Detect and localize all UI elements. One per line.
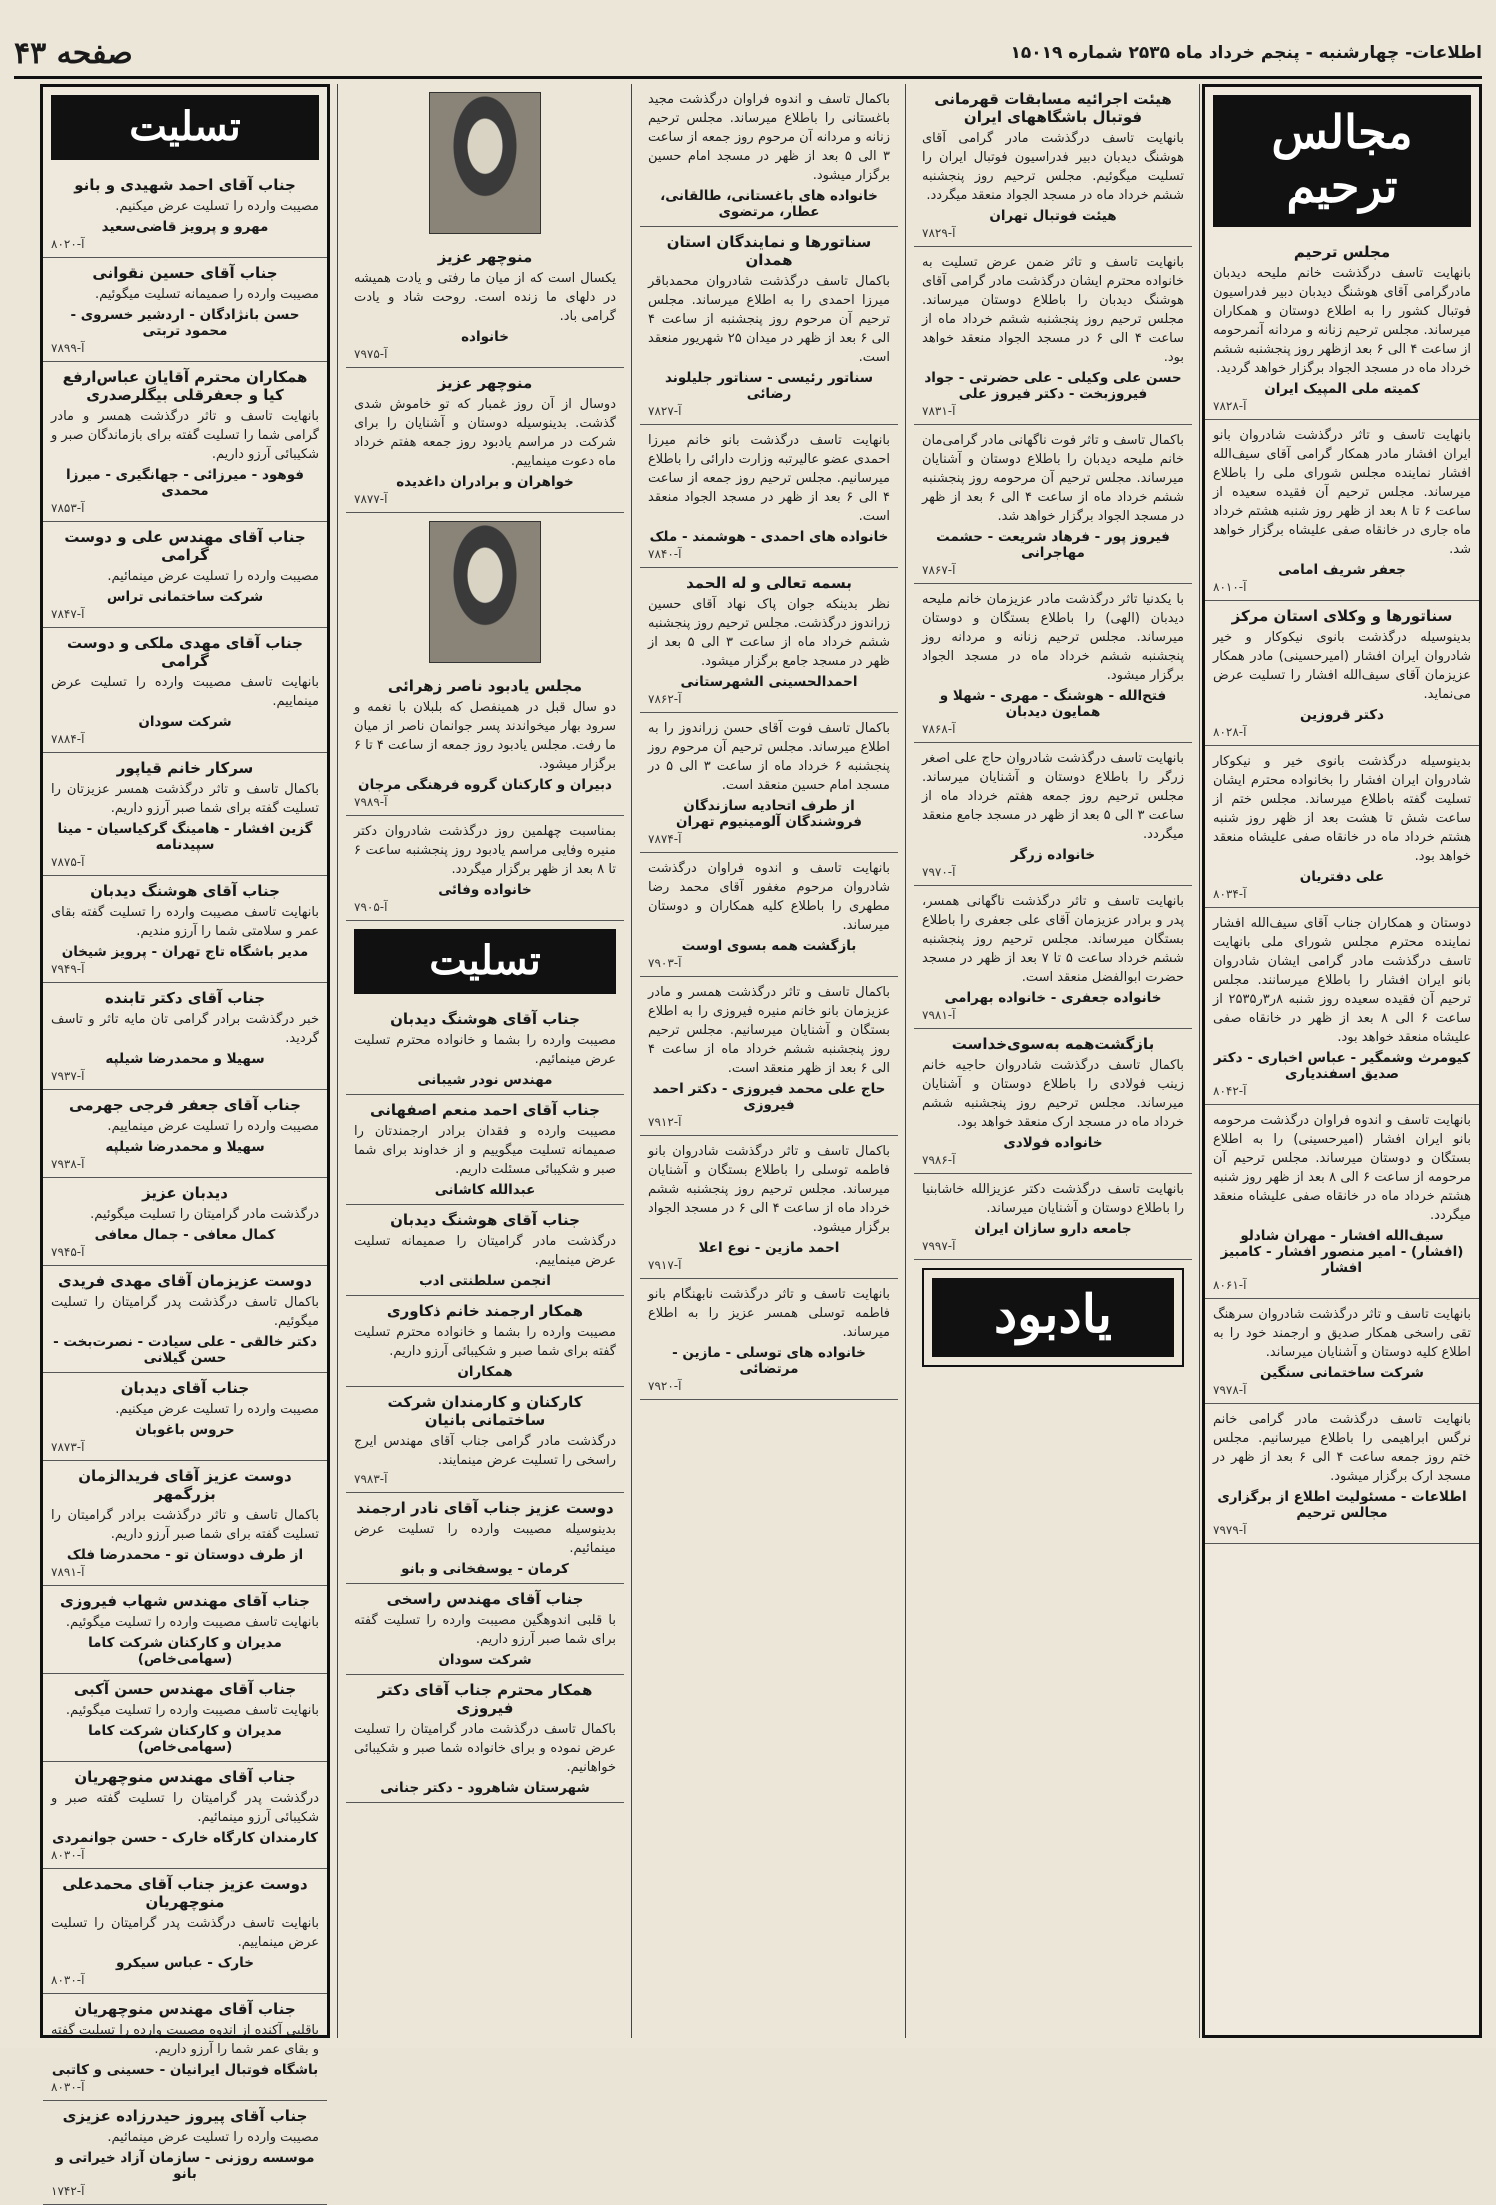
notice-title: دوست عزیز جناب آقای نادر ارجمند (356, 1499, 614, 1517)
notice-signature: خانواده های باغستانی، طالقانی، عطار، مرتضوی (660, 188, 878, 220)
obituary-notice (43, 876, 327, 983)
page-header (14, 30, 1482, 79)
obituary-notice (346, 1095, 624, 1205)
notice-title: کارکنان و کارمندان شرکت ساختمانی بانیان (387, 1393, 583, 1429)
notice-body: بانهایت تاسف و تاثر درگذشت نابهنگام بانو فاطمه توسلی همسر عزیز را به اطلاع میرساند. (648, 1287, 890, 1340)
notice-body: بانهایت تاسف درگذشت خانم ملیحه دیدبان مادرگرامی آقای هوشنگ دیدبان دبیر فدراسیون فوتبال کشور را به اطلاع دوستان و همکاران میرساند. مجلس ترحیم زنانه و مردانه آنمرحومه از ساعت ۴ الی ۶ بعد ازظهر روز پنجشنبه ششم خرداد ماه در مسجد الجواد برگزار خواهد گردید. (1213, 266, 1471, 376)
notice-body: مصیبت وارده را صمیمانه تسلیت میگوئیم. (94, 287, 319, 302)
notice-title: جناب آقای حسین نقوانی (92, 264, 278, 282)
obituary-notice (43, 362, 327, 522)
notice-title: جناب آقای مهندس راسخی (386, 1590, 584, 1608)
notice-title: جناب آقای هوشنگ دیدبان (90, 882, 280, 900)
notice-title: دوست عزیز جناب آقای محمدعلی منوچهریان (62, 1875, 308, 1911)
notices-list (346, 671, 624, 921)
obituary-notice (43, 1373, 327, 1461)
notice-code: ۷۸۷۵-آ (51, 855, 85, 869)
obituary-notice (346, 1584, 624, 1675)
section-title-yadbood: یادبود (932, 1278, 1174, 1357)
notice-signature: شرکت ساختمانی تراس (106, 589, 264, 605)
notice-code: ۷۹۸۹-آ (354, 795, 388, 809)
column-divider (1199, 84, 1200, 2038)
notice-body: باکمال تاسف درگذشت شادروان محمدباقر میرزا احمدی را به اطلاع میرساند. مجلس ترحیم آن مرحوم روز پنجشنبه از ساعت ۴ الی ۶ بعد از ظهر در میدان ۲۵ شهریور منعقد است. (648, 274, 890, 365)
obituary-notice (43, 753, 327, 876)
column-divider (631, 84, 632, 2038)
notices-list (1205, 237, 1479, 1544)
obituary-notice (346, 368, 624, 513)
obituary-notice (1205, 908, 1479, 1105)
notice-code: ۷۹۸۳-آ (354, 1472, 388, 1486)
notice-body: درگذشت پدر گرامیتان را تسلیت گفته صبر و شکیبائی آرزو مینمائیم. (51, 1791, 319, 1825)
notice-signature: شرکت سودان (138, 714, 232, 730)
obituary-notice (914, 425, 1192, 584)
column-majales (1202, 84, 1482, 2038)
obituary-notice (640, 425, 898, 568)
notice-code: ۸۰۳۰-آ (51, 1973, 85, 1987)
notice-signature: خانواده (461, 329, 509, 345)
notice-title: دیدبان عزیز (142, 1184, 228, 1202)
notice-title: جناب آقای مهدی ملکی و دوست گرامی (67, 634, 303, 670)
notice-signature: شرکت ساختمانی سنگین (1260, 1365, 1424, 1381)
notice-title: سناتورها و نمایندگان استان همدان (666, 233, 872, 269)
notice-signature: شرکت سودان (438, 1652, 532, 1668)
notices-list (346, 242, 624, 513)
notice-title: جناب آقای دیدبان (120, 1379, 250, 1397)
obituary-notice (640, 84, 898, 227)
notice-body: بانهایت تاسف درگذشت دکتر عزیزالله خاشابنیا را باطلاع دوستان و آشنایان میرساند. (922, 1182, 1184, 1216)
notice-body: بانهایت تاسف مصیبت وارده را تسلیت میگوئیم. (65, 1615, 319, 1630)
notice-signature: مدیر باشگاه تاج تهران - پرویز شیخان (61, 944, 309, 960)
notice-code: ۷۸۷۴-آ (648, 832, 682, 846)
notice-body: باکمال تاسف و اندوه فراوان درگذشت مجید باغستانی را باطلاع میرساند. مجلس ترحیم زنانه و مردانه آن مرحوم روز جمعه از ساعت ۳ الی ۵ بعد از ظهر در مسجد امام حسین برگزار میشود. (648, 92, 890, 183)
notice-signature: خانواده وفائی (438, 882, 532, 898)
obituary-notice (1205, 1105, 1479, 1299)
notice-body: باکمال تاسف و تاثر درگذشت برادر گرامیتان را تسلیت گفته برای شما صبر آرزو داریم. (51, 1508, 319, 1542)
notice-title: جناب آقای مهندس علی و دوست گرامی (64, 528, 306, 564)
notice-code: ۷۸۹۹-آ (51, 341, 85, 355)
notices-list (43, 170, 327, 2205)
header-info: اطلاعات- چهارشنبه - پنجم خرداد ماه ۲۵۳۵ شماره ۱۵۰۱۹ (1010, 43, 1482, 63)
notice-code: ۸۰۳۰-آ (51, 1848, 85, 1862)
notice-body: بانهایت تاسف و تاثر درگذشت شادروان سرهنگ تقی راسخی همکار صدیق و ارجمند خود را به اطلاع کلیه دوستان و آشنایان میرساند. (1213, 1307, 1471, 1360)
notice-body: بانهایت تاسف درگذشت مادر گرامی خانم نرگس ابراهیمی را باطلاع میرسانیم. مجلس ختم روز جمعه ساعت ۴ الی ۶ بعد از ظهر در مسجد ارک برگزار میشود. (1213, 1412, 1471, 1484)
notice-signature: فتح‌الله - هوشنگ - مهری - شهلا و همایون دیدبان (939, 688, 1167, 720)
notice-body: باکمال تاسف درگذشت مادر گرامیتان را تسلیت عرض نموده و برای خانواده شما صبر و شکیبائی خواهانیم. (354, 1722, 616, 1775)
notice-signature: حسن علی وکیلی - علی حضرتی - جواد فیروزبخت - دکتر فیروز علی (924, 370, 1182, 402)
obituary-notice (640, 853, 898, 977)
notice-title: همکار ارجمند خانم ذکاوری (386, 1302, 584, 1320)
obituary-notice (346, 671, 624, 816)
notice-title: جناب آقای مهندس منوچهریان (74, 2000, 296, 2018)
notice-signature: شهرستان شاهرود - دکتر جنانی (380, 1780, 590, 1796)
notice-body: باکمال تاسف فوت آقای حسن زراندوز را به اطلاع میرساند. مجلس ترحیم آن مرحوم روز پنجشنبه ۶ خرداد ماه از ساعت ۳ الی ۵ در مسجد امام حسین منعقد است. (648, 721, 890, 793)
column-taslit (40, 84, 330, 2198)
notice-signature: عبدالله کاشانی (434, 1182, 536, 1198)
obituary-notice (43, 1178, 327, 1266)
notice-title: هیئت اجرائیه مسابقات قهرمانی فوتبال باشگاههای ایران (934, 90, 1172, 126)
notice-signature: دکتر قروزین (1299, 707, 1384, 723)
notice-code: ۷۸۳۱-آ (922, 404, 956, 418)
obituary-notice (640, 1136, 898, 1279)
notice-signature: خانواده های احمدی - هوشمند - ملک (649, 529, 889, 545)
notice-signature: اطلاعات - مسئولیت اطلاع از برگزاری مجالس ترحیم (1217, 1489, 1467, 1521)
notice-title: جناب آقای هوشنگ دیدبان (390, 1211, 580, 1229)
obituary-notice (346, 816, 624, 921)
obituary-notice (1205, 237, 1479, 420)
notice-signature: بازگشت همه بسوی اوست (681, 938, 857, 954)
notice-code: ۷۹۳۷-آ (51, 1069, 85, 1083)
notice-signature: سهیلا و محمدرضا شیلپه (105, 1051, 265, 1067)
obituary-notice (43, 1090, 327, 1178)
obituary-notice (914, 1029, 1192, 1174)
obituary-notice (914, 886, 1192, 1029)
notice-signature: خارک - عباس سیکرو (116, 1955, 254, 1971)
notice-title: بازگشت‌همه به‌سوی‌خداست (951, 1035, 1155, 1053)
notice-code: ۷۸۲۹-آ (922, 226, 956, 240)
notice-signature: دکتر خالقی - علی سیادت - نصرت‌بخت - حسن گیلانی (53, 1334, 317, 1366)
notice-signature: کرمان - یوسفخانی و بانو (401, 1561, 569, 1577)
notice-code: ۸۰۱۰-آ (1213, 580, 1247, 594)
notice-title: همکار محترم جناب آقای دکتر فیروزی (377, 1681, 593, 1717)
notice-body: باکمال تاسف درگذشت شادروان حاجیه خانم زینب فولادی را باطلاع دوستان و آشنایان میرساند. مجلس ترحیم روز پنجشنبه ششم خرداد ماه در مسجد ارک منعقد خواهد بود. (922, 1058, 1184, 1130)
obituary-notice (914, 743, 1192, 886)
notice-code: ۷۹۹۷-آ (922, 1239, 956, 1253)
notice-body: بدینوسیله درگذشت بانوی نیکوکار و خیر شادروان ایران افشار (امیرحسینی) مادر همکار عزیزمان آقای سیف‌الله افشار را تسلیت عرض می‌نماید. (1213, 630, 1471, 702)
notice-signature: حسن بانژادگان - اردشیر خسروی - محمود تربتی (70, 307, 300, 339)
obituary-notice (914, 247, 1192, 425)
notice-signature: کمیته ملی المپیک ایران (1264, 381, 1420, 397)
column-divider (905, 84, 906, 2038)
notice-signature: خانواده فولادی (1003, 1135, 1103, 1151)
notice-body: دوستان و همکاران جناب آقای سیف‌الله افشار نماینده محترم مجلس شورای ملی بانهایت تاسف درگذشت مادر گرامی ایشان شادروان بانو ایران افشار را باطلاع میرسانند. مجلس ترحیم آن فقیده سعیده روز شنبه ۸ر۳ر۲۵۳۵ از ساعت ۶ الی ۸ بعد از ظهر در خانقاه صفی علیشاه منعقد خواهد بود. (1213, 916, 1471, 1045)
notice-code: ۷۹۸۶-آ (922, 1153, 956, 1167)
notice-title: سرکار خانم قیاپور (116, 759, 254, 777)
notice-signature: باشگاه فوتبال ایرانیان - حسینی و کاتبی (51, 2062, 319, 2078)
notice-body: بانهایت تاسف و تاثر درگذشت شادروان بانو ایران افشار مادر همکار گرامی آقای سیف‌الله افشار نماینده مجلس شورای ملی را باطلاع میرساند. مجلس ترحیم آن فقیده سعیده از ساعت ۶ تا ۸ بعد از ظهر روز شنبه هشتم خرداد ماه جاری در خانقاه صفی علیشاه برگزار خواهد شد. (1213, 428, 1471, 557)
obituary-notice (43, 522, 327, 628)
obituary-notice (43, 1869, 327, 1994)
notice-code: ۷۹۷۰-آ (922, 865, 956, 879)
obituary-notice (1205, 746, 1479, 908)
column-divider (337, 84, 338, 2038)
notice-body: مصیبت وارده را تسلیت عرض مینماییم. (107, 1119, 319, 1134)
portrait-photo-1 (429, 92, 541, 234)
notice-body: باکمال تاسف درگذشت پدر گرامیتان را تسلیت میگوئیم. (51, 1295, 319, 1329)
notices-list (640, 84, 898, 1400)
notice-code: ۷۹۰۵-آ (354, 900, 388, 914)
notice-code: ۷۹۷۹-آ (1213, 1523, 1247, 1537)
notice-signature: مدیران و کارکنان شرکت کاما (سهامی‌خاص) (88, 1635, 282, 1667)
notice-signature: احمدالحسینی الشهرستانی (680, 674, 858, 690)
obituary-notice (43, 258, 327, 362)
notice-code: ۷۸۲۷-آ (648, 404, 682, 418)
obituary-notice (640, 568, 898, 713)
obituary-notice (43, 170, 327, 258)
notice-signature: انجمن سلطنتی ادب (419, 1273, 551, 1289)
notice-body: بانهایت تاسف و اندوه فراوان درگذشت شادروان مرحوم مغفور آقای محمد رضا مطهری را باطلاع کلیه همکاران و دوستان میرساند. (648, 861, 890, 933)
obituary-notice (914, 1174, 1192, 1260)
notice-signature: خواهران و برادران داغدیده (396, 474, 574, 490)
obituary-notice (43, 1674, 327, 1762)
obituary-notice (346, 1387, 624, 1493)
obituary-notice (1205, 601, 1479, 746)
notice-body: بدینوسیله درگذشت بانوی خیر و نیکوکار شادروان ایران افشار را بخانواده محترم ایشان تسلیت گفته باطلاع میرساند. مجلس ختم از ساعت شش تا هشت بعد از ظهر روز شنبه هشتم خرداد ماه در خانقاه صفی علیشاه منعقد خواهد بود. (1213, 754, 1471, 864)
obituary-notice (640, 227, 898, 425)
notice-code: ۷۸۷۷-آ (354, 492, 388, 506)
notice-signature: مهرو و پرویز قاضی‌سعید (101, 219, 269, 235)
notice-signature: احمد مازین - نوع اعلا (698, 1240, 840, 1256)
obituary-notice (346, 242, 624, 368)
notice-code: ۸۰۳۴-آ (1213, 887, 1247, 901)
notice-title: جناب آقای جعفر فرجی جهرمی (69, 1096, 301, 1114)
notice-signature: فوهود - میرزائی - جهانگیری - میرزا محمدی (65, 467, 305, 499)
notice-code: ۷۸۲۸-آ (1213, 399, 1247, 413)
notice-code: ۷۸۴۷-آ (51, 607, 85, 621)
obituary-notice (346, 1296, 624, 1387)
notice-signature: موسسه روزنی - سازمان آزاد خیراتی و بانو (55, 2150, 315, 2182)
obituary-notice (43, 1762, 327, 1869)
notice-signature: علی دفتریان (1299, 869, 1385, 885)
notice-body: خبر درگذشت برادر گرامی تان مایه تاثر و تاسف گردید. (51, 1012, 319, 1046)
notice-body: مصیبت وارده را تسلیت عرض میکنیم. (115, 199, 319, 214)
obituary-notice (346, 1675, 624, 1803)
notice-title: جناب آقای پیروز حیدرزاده عزیزی (62, 2107, 308, 2125)
notice-code: ۸۰۴۲-آ (1213, 1084, 1247, 1098)
notice-code: ۸۰۲۰-آ (51, 237, 85, 251)
notice-signature: همکاران (457, 1364, 513, 1380)
notice-code: ۷۹۱۲-آ (648, 1115, 682, 1129)
notice-body: بدینوسیله مصیبت وارده را تسلیت عرض مینمائیم. (354, 1522, 616, 1556)
notice-title: جناب آقای مهندس منوچهریان (74, 1768, 296, 1786)
obituary-notice (43, 1586, 327, 1674)
notice-signature: کیومرث وشمگیر - عباس اخباری - دکتر صدیق اسفندیاری (1213, 1050, 1471, 1082)
notice-signature: هیئت فوتبال تهران (989, 208, 1117, 224)
notice-body: درگذشت مادر گرامی جناب آقای مهندس ایرج راسخی را تسلیت عرض مینمایند. (354, 1434, 616, 1468)
notice-signature: حروس باغوبان (135, 1422, 235, 1438)
notice-body: بانهایت تاسف مصیبت وارده را تسلیت عرض مینماییم. (51, 675, 319, 709)
notice-code: ۷۸۶۲-آ (648, 692, 682, 706)
notice-code: ۷۹۸۱-آ (922, 1008, 956, 1022)
notice-code: ۷۸۶۸-آ (922, 722, 956, 736)
obituary-notice (1205, 1404, 1479, 1544)
notice-code: ۷۸۹۱-آ (51, 1565, 85, 1579)
notice-body: بانهایت تاسف و تاثر درگذشت همسر و مادر گرامی شما را تسلیت گفته برای بازماندگان صبر و شکیبائی آرزو داریم. (51, 409, 319, 462)
notice-signature: مهندس نودر شیبانی (417, 1072, 553, 1088)
notice-title: منوچهر عزیز (437, 248, 533, 266)
notice-code: ۱۷۴۲-آ (51, 2184, 85, 2198)
notice-body: مصیبت وارده را تسلیت عرض مینمائیم. (107, 569, 319, 584)
notice-title: جناب آقای دکتر تابنده (104, 989, 266, 1007)
notice-title: جناب آقای احمد شهیدی و بانو (74, 176, 296, 194)
notice-title: منوچهر عزیز (437, 374, 533, 392)
section-title-taslit: تسلیت (51, 95, 319, 160)
notice-body: بانهایت تاسف مصیبت وارده را تسلیت میگوئیم. (65, 1703, 319, 1718)
notice-code: ۷۹۱۷-آ (648, 1258, 682, 1272)
notice-body: مصیبت وارده را بشما و خانواده محترم تسلیت عرض مینمائیم. (354, 1033, 616, 1067)
obituary-notice (640, 713, 898, 853)
notice-signature: حاج علی محمد فیروزی - دکتر احمد فیروزی (652, 1081, 886, 1113)
notice-signature: خانواده جعفری - خانواده بهرامی (944, 990, 1162, 1006)
obituary-notice (43, 628, 327, 753)
notice-signature: جعفر شریف امامی (1278, 562, 1406, 578)
notice-body: درگذشت مادر گرامیتان را تسلیت میگوئیم. (90, 1207, 319, 1222)
column-2 (914, 84, 1192, 2038)
notice-code: ۷۸۴۰-آ (648, 547, 682, 561)
obituary-notice (640, 977, 898, 1136)
notice-body: مصیبت وارده را تسلیت عرض میکنیم. (115, 1402, 319, 1417)
notice-code: ۷۸۷۳-آ (51, 1440, 85, 1454)
notice-signature: گزین افشار - هامینگ گرکیاسیان - مینا سپیدنامه (57, 821, 313, 853)
section-title-majales: مجالس ترحیم (1213, 95, 1471, 227)
notice-signature: سیف‌الله افشار - مهران شادلو (افشار) - امیر منصور افشار - کامبیز افشار (1220, 1228, 1464, 1276)
notice-code: ۸۰۲۸-آ (1213, 725, 1247, 739)
notice-signature: کمال معافی - جمال معافی (94, 1227, 276, 1243)
notice-title: جناب آقای هوشنگ دیدبان (390, 1010, 580, 1028)
notice-body: بانهایت تاسف درگذشت بانو خانم میرزا احمدی عضو عالیرتبه وزارت دارائی را باطلاع میرسانیم. مجلس ترحیم روز جمعه از ساعت ۴ الی ۶ بعد از ظهر در مسجد الجواد منعقد است. (648, 433, 890, 524)
notice-signature: دبیران و کارکنان گروه فرهنگی مرجان (358, 777, 612, 793)
notice-signature: از طرف دوستان تو - محمدرضا فلک (66, 1547, 304, 1563)
obituary-notice (43, 2101, 327, 2205)
notice-body: باقلبی آکنده از اندوه مصیبت وارده را تسلیت گفته و بقای عمر شما را آرزو داریم. (51, 2023, 319, 2057)
column-4 (346, 84, 624, 2038)
notice-code: ۷۹۳۸-آ (51, 1157, 85, 1171)
notice-body: دو سال قبل در همینفصل که بلبلان با نغمه و سرود بهار میخواندند پسر جوانمان ناصر از میان ما رفت. مجلس یادبود روز جمعه از ساعت ۴ تا ۶ برگزار میشود. (354, 700, 616, 772)
obituary-notice (640, 1279, 898, 1400)
section-title-taslit-2: تسلیت (354, 929, 616, 994)
notice-code: ۷۹۷۵-آ (354, 347, 388, 361)
notice-signature: کارمندان کارگاه خارک - حسن جوانمردی (52, 1830, 318, 1846)
obituary-notice (914, 84, 1192, 247)
notice-body: یکسال است که از میان ما رفتی و یادت همیشه در دلهای ما زنده است. روحت شاد و یادت گرامی باد. (354, 271, 616, 324)
notice-code: ۷۹۲۰-آ (648, 1379, 682, 1393)
portrait-photo-2 (429, 521, 541, 663)
notice-title: دوست عزیزمان آقای مهدی فریدی (58, 1272, 312, 1290)
notice-body: بانهایت تاسف و تاثر درگذشت ناگهانی همسر، پدر و برادر عزیزمان آقای علی جعفری را باطلاع بستگان میرساند. مجلس ترحیم روز پنجشنبه ششم خرداد ساعت ۵ تا ۷ بعد از ظهر در مسجد حضرت ابوالفضل منعقد است. (922, 894, 1184, 985)
notice-body: بانهایت تاسف درگذشت مادر گرامی آقای هوشنگ دیدبان دبیر فدراسیون فوتبال ایران را تسلیت میگوئیم. مجلس ترحیم روز پنجشنبه ششم خرداد ماه در مسجد الجواد منعقد میگردد. (922, 131, 1184, 203)
notice-body: باکمال تاسف و تاثر فوت ناگهانی مادر گرامی‌مان خانم ملیحه دیدبان را باطلاع دوستان و آشنایان میرساند. مجلس ترحیم آن مرحومه روز پنجشنبه ششم خرداد ماه از ساعت ۴ الی ۶ بعد از ظهر در مسجد الجواد برگزار خواهد شد. (922, 433, 1184, 524)
notice-signature: خانواده زرگر (1010, 847, 1096, 863)
notice-body: بانهایت تاسف درگذشت پدر گرامیتان را تسلیت عرض مینماییم. (51, 1916, 319, 1950)
notice-body: باکمال تاسف و تاثر درگذشت همسر و مادر عزیزمان بانو خانم منیره فیروزی را به اطلاع بستگان و آشنایان میرسانیم. مجلس ترحیم روز پنجشنبه ششم خرداد ماه از ساعت ۴ الی ۶ بعد از ظهر منعقد است. (648, 985, 890, 1076)
notice-signature: جامعه دارو سازان ایران (974, 1221, 1132, 1237)
notice-title: جناب آقای مهندس شهاب فیروزی (60, 1592, 310, 1610)
notice-signature: از طرف اتحادیه سازندگان فروشندگان آلومینیوم تهران (676, 798, 862, 830)
obituary-notice (43, 1461, 327, 1586)
notice-signature: سهیلا و محمدرضا شیلپه (105, 1139, 265, 1155)
notice-code: ۸۰۶۱-آ (1213, 1278, 1247, 1292)
column-3 (640, 84, 898, 2038)
obituary-notice (346, 1205, 624, 1296)
obituary-notice (43, 1994, 327, 2101)
notice-signature: خانواده های توسلی - مازین - مرتضائی (672, 1345, 866, 1377)
notice-title: سناتورها و وکلای استان مرکز (1231, 607, 1453, 625)
notice-title: جناب آقای احمد منعم اصفهانی (370, 1101, 600, 1119)
notice-body: درگذشت مادر گرامیتان را صمیمانه تسلیت عرض مینماییم. (354, 1234, 616, 1268)
notice-body: مصیبت وارده و فقدان برادر ارجمندتان را صمیمانه تسلیت میگوییم و از خداوند برای شما صبر و شکیبائی مسئلت داریم. (354, 1124, 616, 1177)
notices-list (346, 1004, 624, 1803)
notice-body: بانهایت تاسف و تاثر ضمن عرض تسلیت به خانواده محترم ایشان درگذشت مادر گرامی آقای هوشنگ دیدبان را باطلاع دوستان میرساند. مجلس ترحیم روز پنجشنبه ششم خرداد ماه از ساعت ۴ الی ۶ در مسجد الجواد منعقد خواهد بود. (922, 255, 1184, 365)
yadbood-box (922, 1268, 1184, 1367)
obituary-notice (1205, 420, 1479, 601)
notice-code: ۷۸۶۷-آ (922, 563, 956, 577)
notice-code: ۷۹۰۳-آ (648, 956, 682, 970)
obituary-notice (43, 983, 327, 1090)
obituary-notice (346, 1004, 624, 1095)
notice-body: مصیبت وارده را بشما و خانواده محترم تسلیت گفته برای شما صبر و شکیبائی آرزو داریم. (354, 1325, 616, 1359)
notice-body: بمناسبت چهلمین روز درگذشت شادروان دکتر منیره وفایی مراسم یادبود روز پنجشنبه ساعت ۶ تا ۸ بعد از ظهر برگزار میگردد. (354, 824, 616, 877)
notice-code: ۸۰۳۰-آ (51, 2080, 85, 2094)
notice-body: بانهایت تاسف مصیبت وارده را تسلیت گفته بقای عمر و سلامتی شما را آرزو مندیم. (51, 905, 319, 939)
notice-title: دوست عزیز آقای فریدالزمان بزرگمهر (78, 1467, 292, 1503)
notice-code: ۷۸۸۴-آ (51, 732, 85, 746)
notices-list (914, 84, 1192, 1260)
page-number: صفحه ۴۳ (14, 35, 133, 71)
notice-body: با یکدنیا تاثر درگذشت مادر عزیزمان خانم ملیحه دیدبان (الهی) را باطلاع بستگان و دوستان میرساند. مجلس ترحیم زنانه و مردانه روز پنجشنبه ششم خرداد ماه در مسجد الجواد برگزار میشود. (922, 592, 1184, 683)
notice-signature: مدیران و کارکنان شرکت کاما (سهامی‌خاص) (88, 1723, 282, 1755)
obituary-notice (914, 584, 1192, 743)
notice-signature: سناتور رئیسی - سناتور جلیلوند رضائی (664, 370, 874, 402)
notice-code: ۷۹۴۹-آ (51, 962, 85, 976)
notice-body: بانهایت تاسف درگذشت شادروان حاج علی اصغر زرگر را باطلاع دوستان و آشنایان میرساند. مجلس ترحیم روز جمعه هفتم خرداد ماه از ساعت ۳ الی ۵ بعد از ظهر در مسجد جامع منعقد میگردد. (922, 751, 1184, 842)
notice-code: ۷۹۷۸-آ (1213, 1383, 1247, 1397)
notice-title: مجلس یادبود ناصر زهرائی (387, 677, 583, 695)
notice-body: نظر بدینکه جوان پاک نهاد آقای حسین زراندوز درگذشت. مجلس ترحیم روز پنجشنبه ششم خرداد ماه از ساعت ۳ الی ۵ بعد از ظهر در مسجد جامع برگزار میشود. (648, 597, 890, 669)
obituary-notice (1205, 1299, 1479, 1404)
notice-title: بسمه تعالی و له الحمد (686, 574, 852, 592)
notice-body: بانهایت تاسف و اندوه فراوان درگذشت مرحومه بانو ایران افشار (امیرحسینی) را به اطلاع بستگان و دوستان میرساند. مجلس ترحیم آن مرحومه از ساعت ۶ الی ۸ بعد از ظهر روز شنبه هشتم خرداد ماه در خانقاه صفی علیشاه منعقد میگردد. (1213, 1113, 1471, 1223)
notice-body: با قلبی اندوهگین مصیبت وارده را تسلیت گفته برای شما صبر آرزو داریم. (354, 1613, 616, 1647)
notice-signature: فیروز پور - فرهاد شریعت - حشمت مهاجرانی (936, 529, 1170, 561)
obituary-notice (43, 1266, 327, 1373)
notice-code: ۷۹۴۵-آ (51, 1245, 85, 1259)
obituary-notice (346, 1493, 624, 1584)
notice-title: همکاران محترم آقایان عباس‌ارفع کیا و جعفرقلی بیگلرصدری (62, 368, 308, 404)
notice-title: جناب آقای مهندس حسن آکبی (73, 1680, 297, 1698)
notice-body: باکمال تاسف و تاثر درگذشت همسر عزیزتان را تسلیت گفته برای شما صبر آرزو داریم. (51, 782, 319, 816)
notice-code: ۷۸۵۳-آ (51, 501, 85, 515)
notice-body: مصیبت وارده را تسلیت عرض مینمائیم. (107, 2130, 319, 2145)
notice-title: مجلس ترحیم (1293, 243, 1391, 261)
notice-body: باکمال تاسف و تاثر درگذشت شادروان بانو فاطمه توسلی را باطلاع بستگان و آشنایان میرساند. مجلس ترحیم روز پنجشنبه ششم خرداد ماه از ساعت ۴ الی ۶ در مسجد الجواد برگزار میشود. (648, 1144, 890, 1235)
notice-body: دوسال از آن روز غمبار که تو خاموش شدی گذشت. بدینوسیله دوستان و آشنایان را برای شرکت در مراسم یادبود روز جمعه هفتم خرداد ماه دعوت مینماییم. (354, 397, 616, 469)
